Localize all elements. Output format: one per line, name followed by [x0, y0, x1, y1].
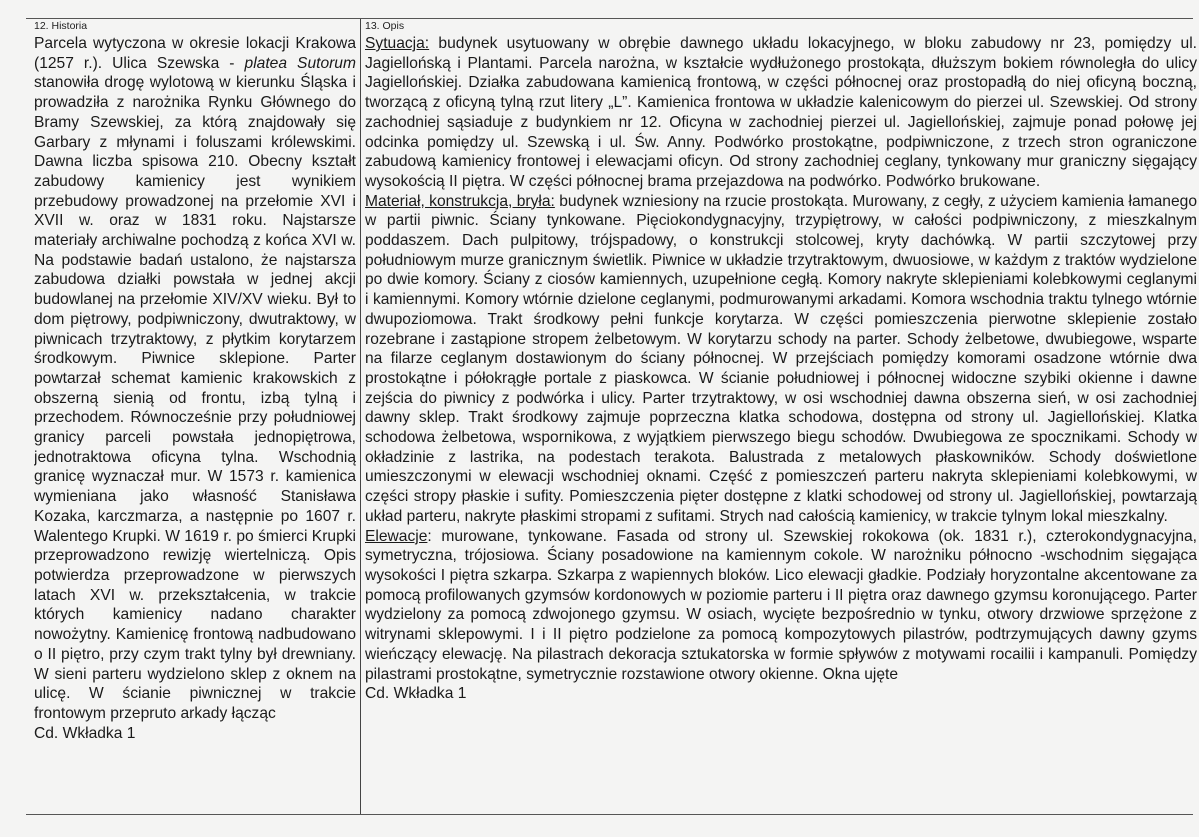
column-divider: [360, 19, 361, 814]
section-sytuacja: [365, 34, 1197, 192]
history-text: [34, 34, 356, 724]
sytuacja-label: Sytuacja:: [365, 35, 430, 52]
record-card: [26, 18, 1197, 815]
material-label: Materiał, konstrukcja, bryła:: [365, 192, 555, 210]
elewacje-label: Elewacje: [365, 527, 428, 545]
description-header: 13. Opis: [365, 20, 405, 32]
history-column: [34, 19, 356, 814]
history-continuation-note: Cd. Wkładka 1: [34, 724, 136, 742]
history-header: 12. Historia: [34, 20, 88, 32]
material-text: budynek wzniesiony na rzucie prostokąta. Murowany, z cegły, z użyciem kamienia łamanego w partii piwnic. Ściany tynkowane. Pięciokondygnacyjny, trzypiętrowy, w całości podpiwniczony, z mieszkalnym poddaszem. Dach pulpitowy, trójspadowy, o konstrukcji stolcowej, kryty dachówką. W partii szczytowej przy południowym murze granicznym świetlik. Piwnice w układzie trzytraktowym, dwuosiowe, w każdym z traktów wydzielone po dwie komory. Ściany z ciosów kamiennych, uzupełnione cegłą. Komory nakryte sklepieniami kolebkowymi ceglanymi i kamiennymi. Komory wtórnie dzielone ceglanymi, podmurowanymi arkadami. Komora wschodnia traktu tylnego wtórnie dwupoziomowa. Trakt środkowy pełni funkcje korytarza. W części pomieszczenia pierwotne sklepienie zostało rozebrane i zastąpione stropem żelbetowym. W korytarzu schody na parter. Schody żelbetowe, dwubiegowe, wsparte na filarze ceglanym dostawionym do ściany północnej. W przejściach pomiędzy komorami osadzone wtórnie dwa prostokątne i półokrągłe portale z piaskowca. W ścianie południowej i północnej widoczne szybiki okienne i dawne zejścia do piwnicy z podwórka i ulicy. Parter trzytraktowy, w osi wschodniej dawna obszerna sień, w osi zachodniej dawny sklep. Trakt środkowy zajmuje poprzeczna klatka schodowa, dostępna od strony ul. Jagiellońskiej. Klatka schodowa żelbetowa, wspornikowa, z wyjątkiem pierwszego biegu schodów. Dwubiegowa ze spocznikami. Schody w okładzinie z lastrika, na podestach terakota. Balustrada z metalowych płaskowników. Schody doświetlone umieszczonymi w elewacji wschodniej oknami. Część z pomieszczeń parteru nakryta sklepieniami kolebkowymi, w części stropy płaskie i sufity. Pomieszczenia pięter dostępne z klatki schodowej od strony ul. Jagiellońskiej, powtarzają układ parteru, nakryte płaskimi stropami z sufitami. Strych nad całością kamienicy, w trakcie tylnym lokal mieszkalny.: [365, 192, 1197, 525]
sytuacja-text: budynek usytuowany w obrębie dawnego układu lokacyjnego, w bloku zabudowy nr 23, pomiędzy ul. Jagiellońską i Plantami. Parcela narożna, w kształcie wydłużonego prostokąta, dłuższym bokiem równoległa do ulicy Jagiellońskiej. Działka zabudowana kamienicą frontową, w części północnej oraz prostopadłą do niej oficyną boczną, tworzącą z oficyną tylną rzut litery „L”. Kamienica frontowa w układzie kalenicowym do pierzei ul. Szewskiej. Od strony zachodniej sąsiaduje z budynkiem nr 12. Oficyna w zachodniej pierzei ul. Jagiellońskiej, zajmuje ponad połowę jej odcinka pomiędzy ul. Szewską i ul. Św. Anny. Podwórko prostokątne, podpiwniczone, z trzech stron ograniczone zabudową kamienicy frontowej i elewacjami oficyn. Od strony zachodniej ceglany, tynkowany mur graniczny sięgający wysokością II piętra. W części północnej brama przejazdowa na podwórko. Podwórko brukowane.: [365, 35, 1197, 190]
history-text-part-2: stanowiła drogę wylotową w kierunku Śląska i prowadziła z narożnika Rynku Głównego do Bramy Szewskiej, za którą znajdowały się Garbary z młynami i foluszami królewskimi. Dawna liczba spisowa 210. Obecny kształt zabudowy kamienicy jest wynikiem przebudowy prowadzonej na przełomie XVI i XVII w. oraz w 1831 roku. Najstarsze materiały archiwalne pochodzą z końca XVI w. Na podstawie badań ustalono, że najstarsza zabudowa działki powstała w jednej akcji budowlanej na przełomie XIV/XV wieku. Był to dom piętrowy, podpiwniczony, dwutraktowy, w piwnicach trzytraktowy, z płytkim korytarzem środkowym. Piwnice sklepione. Parter powtarzał schemat kamienic krakowskich z obszerną sienią od frontu, izbą tylną i przechodem. Równocześnie przy południowej granicy parceli powstała jednopiętrowa, jednotraktowa oficyna tylna. Wschodnią granicę wyznaczał mur. W 1573 r. kamienica wymieniana jako własność Stanisława Kozaka, karczmarza, a następnie po 1607 r. Walentego Krupki. W 1619 r. po śmierci Krupki przeprowadzono rewizję wiertelniczą. Opis potwierdza przeprowadzone w pierwszych latach XVI w. przekształcenia, w trakcie których kamienicy nadano charakter nowożytny. Kamienicę frontową nadbudowano o II piętro, przy czym trakt tylny był drewniany. W sieni parteru wydzielono sklep z oknem na ulicę. W ścianie piwnicznej w trakcie frontowym przepruto arkady łącząc: [34, 74, 356, 722]
elewacje-text: : murowane, tynkowane. Fasada od strony ul. Szewskiej rokokowa (ok. 1831 r.), czterokondygnacyjna, symetryczna, trójosiowa. Ściany posadowione na kamiennym cokole. W narożniku północno -wschodnim sięgająca wysokości I piętra szkarpa. Szkarpa z wapiennych bloków. Lico elewacji gładkie. Podziały horyzontalne akcentowane za pomocą profilowanych gzymsów kordonowych w poziomie parteru i II piętra oraz dawnego gzymsu koronującego. Parter wydzielony za pomocą zdwojonego gzymsu. W osiach, wycięte bezpośrednio w tynku, otwory drzwiowe sprzężone z witrynami sklepowymi. I i II piętro podzielone za pomocą kompozytowych pilastrów, podtrzymujących dawny gzyms wieńczący elewację. Na pilastrach dekoracja sztukatorska w formie spływów z motywami rocailii i kampanuli. Pomiędzy pilastrami prostokątne, symetrycznie rozstawione otwory okienne. Okna ujęte: [365, 527, 1197, 683]
history-text-latin-name: platea Sutorum: [244, 54, 356, 72]
description-column: [365, 19, 1197, 814]
description-continuation-note: Cd. Wkładka 1: [365, 685, 467, 703]
description-text: [365, 34, 1197, 684]
section-material: [365, 192, 1197, 527]
section-elewacje: [365, 527, 1197, 685]
history-text-part-1: Parcela wytyczona w okresie lokacji Krakowa (1257 r.). Ulica Szewska -: [34, 35, 356, 72]
